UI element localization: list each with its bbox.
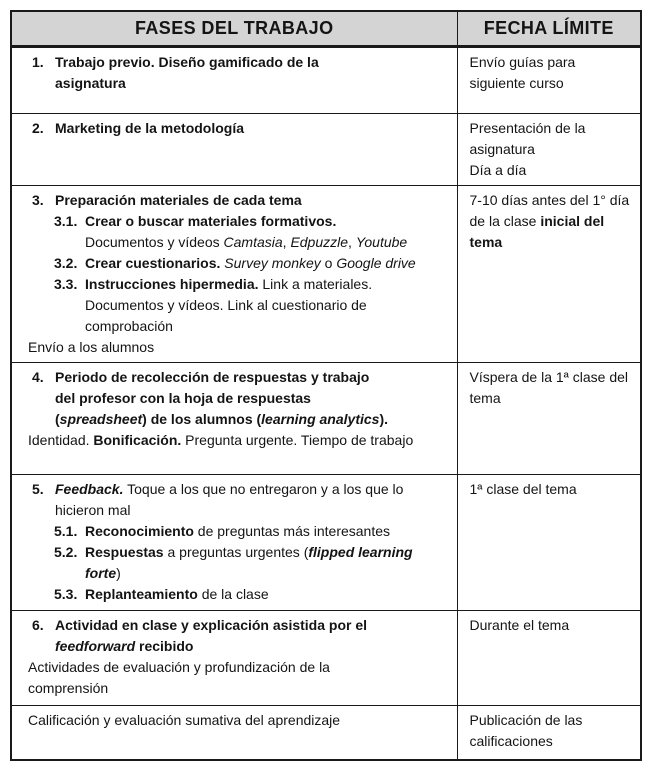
text-run: Toque a los que no entregaron y a los que lo	[123, 480, 404, 497]
paragraph	[470, 615, 635, 636]
text-run: Replanteamiento	[85, 585, 198, 602]
table-row	[11, 474, 641, 610]
paragraph	[28, 253, 453, 274]
item-number: 5.	[32, 480, 44, 497]
phase-cell	[11, 705, 457, 760]
item-number: 5.1.	[54, 522, 78, 539]
deadline-cell	[457, 113, 641, 185]
text-run: de la clase	[197, 585, 269, 602]
paragraph	[28, 367, 453, 430]
text-run: del profesor con la hoja de respuestas	[55, 389, 311, 406]
text-run: inicial del tema	[469, 212, 605, 250]
paragraph	[28, 274, 453, 337]
item-number: 5.2.	[54, 543, 78, 560]
text-run: Crear cuestionarios.	[85, 254, 225, 271]
text-run: Instrucciones hipermedia.	[85, 275, 263, 292]
text-run: Envío a los alumnos	[28, 338, 155, 355]
phase-cell	[11, 46, 457, 113]
text-run: Calificación y evaluación sumativa del aprendizaje	[28, 711, 341, 728]
text-run: a preguntas urgentes (	[163, 543, 309, 560]
text-run: Preparación materiales de cada tema	[55, 191, 302, 208]
text-run: Víspera de la 1ª clase del tema	[469, 368, 628, 406]
text-run: )	[116, 564, 121, 581]
text-run: Link a materiales.	[262, 275, 373, 292]
paragraph	[28, 615, 453, 657]
item-number: 4.	[32, 368, 44, 385]
text-run: comprensión	[28, 679, 109, 696]
column-header-fecha-limite: FECHA LÍMITE	[457, 11, 641, 46]
text-run: comprobación	[85, 317, 173, 334]
paragraph	[28, 479, 453, 521]
paragraph	[470, 52, 635, 94]
table-row	[11, 362, 641, 474]
paragraph	[470, 479, 635, 500]
deadline-cell	[457, 362, 641, 474]
table-row	[11, 610, 641, 705]
text-run: (	[55, 410, 60, 427]
text-run: 1ª clase del tema	[469, 480, 577, 497]
text-run: Camtasia	[223, 233, 283, 250]
table-body	[11, 46, 641, 760]
phase-cell	[11, 185, 457, 362]
text-run: Bonificación.	[93, 431, 182, 448]
text-run: 7-10 días antes del 1° día de la clase	[469, 191, 630, 229]
text-run: ).	[379, 410, 389, 427]
item-number: 3.3.	[54, 275, 78, 292]
item-number: 5.3.	[54, 585, 78, 602]
text-run: spreadsheet	[59, 410, 143, 427]
text-run: Documentos y vídeos	[85, 233, 224, 250]
phases-table	[10, 10, 642, 761]
table-row	[11, 113, 641, 185]
text-run: Periodo de recolección de respuestas y trabajo	[55, 368, 370, 385]
text-run: Edpuzzle	[290, 233, 349, 250]
text-run: recibido	[135, 637, 194, 654]
text-run: Envío guías para siguiente curso	[469, 53, 576, 91]
phase-cell	[11, 610, 457, 705]
deadline-cell	[457, 46, 641, 113]
paragraph	[28, 430, 453, 451]
text-run: Actividades de evaluación y profundización de la	[28, 658, 330, 675]
text-run: Survey monkey	[224, 254, 321, 271]
text-run: Youtube	[355, 233, 408, 250]
paragraph	[470, 710, 635, 752]
paragraph	[470, 160, 635, 181]
paragraph	[28, 710, 453, 731]
text-run: Feedback.	[55, 480, 124, 497]
phase-cell	[11, 113, 457, 185]
paragraph	[28, 118, 453, 139]
text-run: Crear o buscar materiales formativos.	[85, 212, 337, 229]
paragraph	[28, 657, 453, 699]
paragraph	[28, 190, 453, 211]
text-run: o	[320, 254, 337, 271]
text-run: Pregunta urgente. Tiempo de trabajo	[181, 431, 414, 448]
text-run: learning analytics	[261, 410, 380, 427]
phase-cell	[11, 362, 457, 474]
item-number: 3.	[32, 191, 44, 208]
item-number: 2.	[32, 119, 44, 136]
text-run: Identidad.	[28, 431, 94, 448]
text-run: ) de los alumnos (	[142, 410, 262, 427]
column-header-fases: FASES DEL TRABAJO	[11, 11, 457, 46]
paragraph	[28, 584, 453, 605]
paragraph	[470, 190, 635, 253]
text-run: Publicación de las calificaciones	[469, 711, 583, 749]
paragraph	[28, 521, 453, 542]
text-run: Marketing de la metodología	[55, 119, 245, 136]
table-row	[11, 185, 641, 362]
text-run: Documentos y vídeos. Link al cuestionario de	[85, 296, 367, 313]
text-run: de preguntas más interesantes	[193, 522, 391, 539]
table-row	[11, 705, 641, 760]
header-row	[11, 11, 641, 46]
item-number: 3.2.	[54, 254, 78, 271]
paragraph	[470, 367, 635, 409]
text-run: Actividad en clase y explicación asistida por el	[55, 616, 368, 633]
paragraph	[28, 211, 453, 253]
table-row	[11, 46, 641, 113]
text-run: flipped learning	[308, 543, 413, 560]
item-number: 6.	[32, 616, 44, 633]
text-run: Respuestas	[85, 543, 164, 560]
text-run: ,	[282, 233, 291, 250]
text-run: asignatura	[55, 74, 126, 91]
text-run: feedforward	[55, 637, 136, 654]
paragraph	[28, 337, 453, 358]
paragraph	[28, 52, 453, 94]
text-run: Google drive	[336, 254, 416, 271]
paragraph	[28, 542, 453, 584]
deadline-cell	[457, 705, 641, 760]
text-run: forte	[85, 564, 117, 581]
deadline-cell	[457, 610, 641, 705]
paragraph	[470, 118, 635, 160]
text-run: hicieron mal	[55, 501, 131, 518]
text-run: Trabajo previo. Diseño gamificado de la	[55, 53, 319, 70]
text-run: Presentación de la asignatura	[469, 119, 586, 157]
text-run: Durante el tema	[469, 616, 570, 633]
phase-cell	[11, 474, 457, 610]
item-number: 3.1.	[54, 212, 78, 229]
deadline-cell	[457, 474, 641, 610]
text-run: Día a día	[469, 161, 527, 178]
text-run: Reconocimiento	[85, 522, 194, 539]
item-number: 1.	[32, 53, 44, 70]
text-run: ,	[348, 233, 356, 250]
deadline-cell	[457, 185, 641, 362]
